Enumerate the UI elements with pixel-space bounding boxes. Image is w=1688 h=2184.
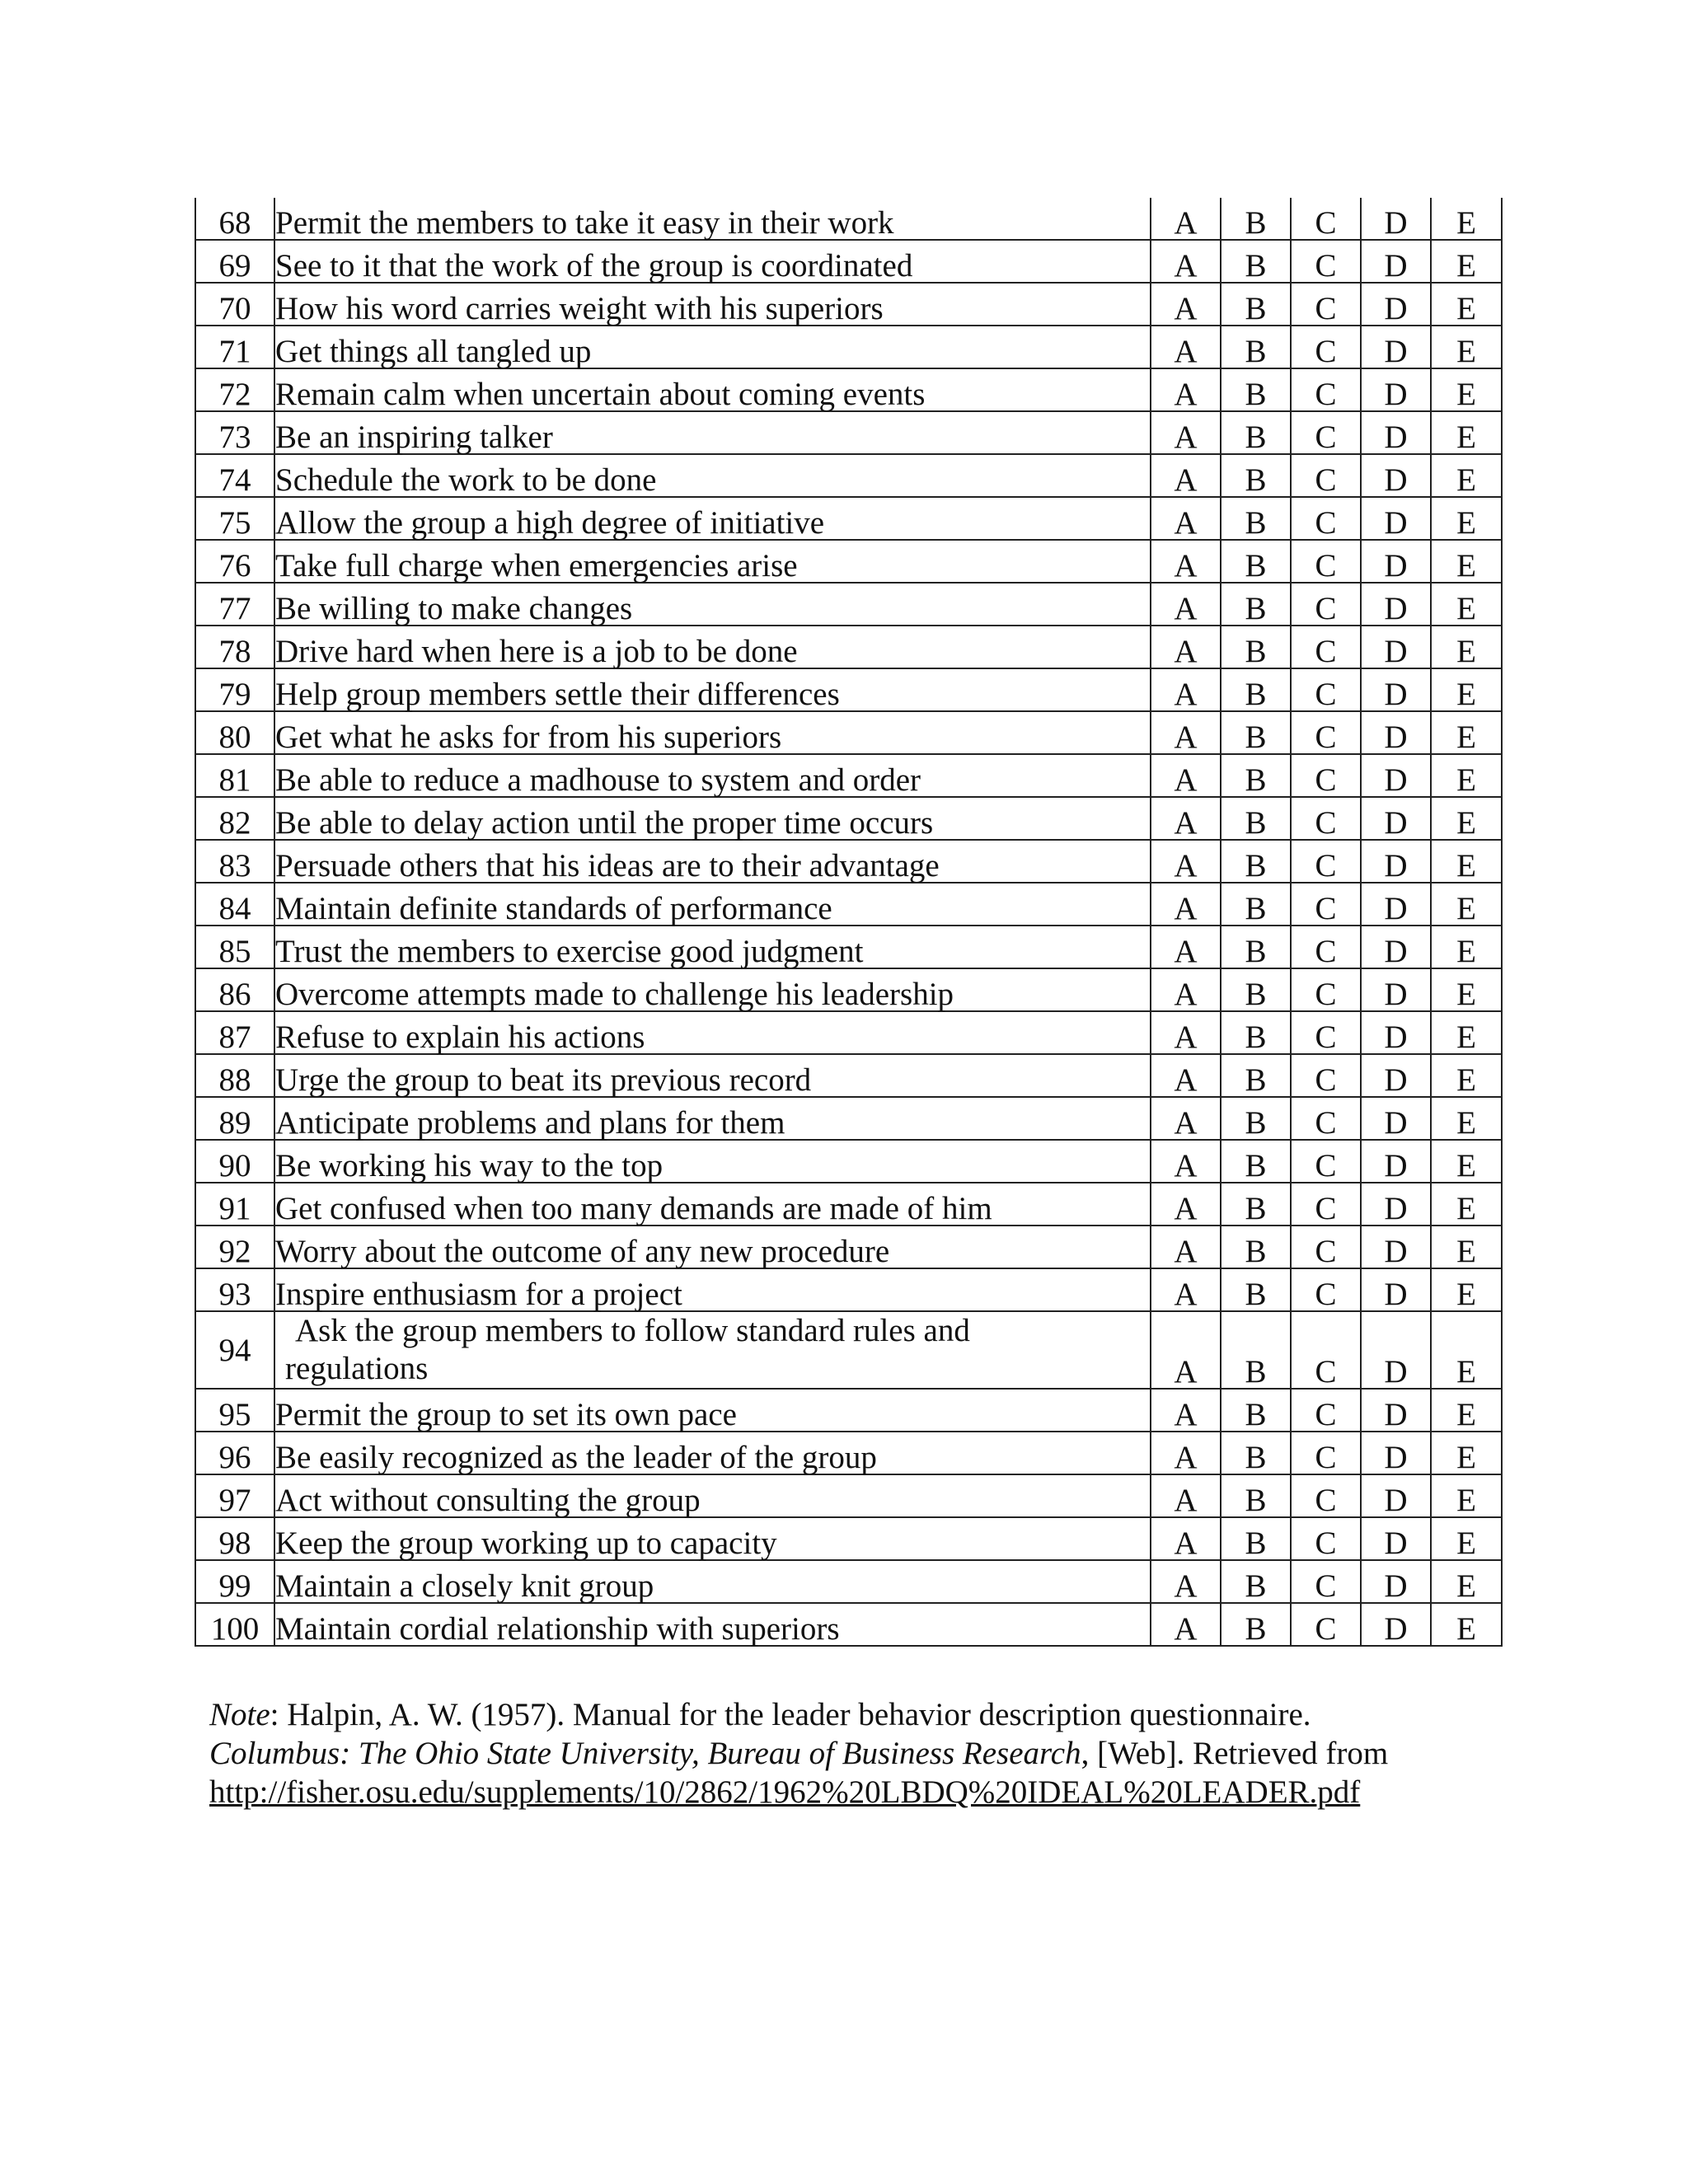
response-option-b[interactable]: B (1221, 1603, 1291, 1646)
table-row (195, 1311, 1502, 1389)
response-option-a[interactable]: A (1151, 626, 1221, 668)
response-option-d[interactable]: D (1361, 454, 1431, 497)
item-statement: Get things all tangled up (274, 326, 1151, 368)
item-number: 97 (195, 1474, 274, 1517)
response-option-e[interactable]: E (1431, 1140, 1502, 1183)
note-citation: : Halpin, A. W. (1957). Manual for the leader behavior description questionnaire. (270, 1697, 1311, 1732)
item-number: 81 (195, 754, 274, 797)
response-option-b[interactable]: B (1221, 1183, 1291, 1226)
response-option-e[interactable]: E (1431, 540, 1502, 583)
response-option-b[interactable]: B (1221, 240, 1291, 283)
table-row (195, 1389, 1502, 1432)
response-option-d[interactable]: D (1361, 1183, 1431, 1226)
table-body (195, 198, 1502, 1646)
item-number: 88 (195, 1054, 274, 1097)
response-option-c[interactable]: C (1291, 754, 1361, 797)
response-option-c[interactable]: C (1291, 711, 1361, 754)
response-option-c[interactable]: C (1291, 583, 1361, 626)
response-option-e[interactable]: E (1431, 198, 1502, 240)
response-option-a[interactable]: A (1151, 1517, 1221, 1560)
item-statement: Get confused when too many demands are made of him (274, 1183, 1151, 1226)
response-option-c[interactable]: C (1291, 883, 1361, 926)
note-line-3 (209, 1773, 1528, 1811)
citation-note (209, 1695, 1528, 1811)
response-option-b[interactable]: B (1221, 1432, 1291, 1474)
response-option-b[interactable]: B (1221, 1474, 1291, 1517)
response-option-c[interactable]: C (1291, 1226, 1361, 1268)
table-row (195, 1054, 1502, 1097)
item-number: 98 (195, 1517, 274, 1560)
response-option-e[interactable]: E (1431, 497, 1502, 540)
item-statement: Urge the group to beat its previous record (274, 1054, 1151, 1097)
response-option-e[interactable]: E (1431, 326, 1502, 368)
item-statement: Persuade others that his ideas are to their advantage (274, 840, 1151, 883)
response-option-c[interactable]: C (1291, 797, 1361, 840)
response-option-a[interactable]: A (1151, 1054, 1221, 1097)
response-option-a[interactable]: A (1151, 883, 1221, 926)
item-statement: Help group members settle their differences (274, 668, 1151, 711)
response-option-b[interactable]: B (1221, 1140, 1291, 1183)
response-option-d[interactable]: D (1361, 1311, 1431, 1389)
table-row (195, 1226, 1502, 1268)
response-option-d[interactable]: D (1361, 583, 1431, 626)
item-statement: Be able to delay action until the proper time occurs (274, 797, 1151, 840)
item-number: 91 (195, 1183, 274, 1226)
item-number: 96 (195, 1432, 274, 1474)
item-statement: How his word carries weight with his superiors (274, 283, 1151, 326)
table-row (195, 411, 1502, 454)
response-option-d[interactable]: D (1361, 1389, 1431, 1432)
response-option-b[interactable]: B (1221, 1517, 1291, 1560)
response-option-d[interactable]: D (1361, 198, 1431, 240)
item-number: 93 (195, 1268, 274, 1311)
response-option-b[interactable]: B (1221, 198, 1291, 240)
response-option-a[interactable]: A (1151, 968, 1221, 1011)
response-option-a[interactable]: A (1151, 326, 1221, 368)
response-option-c[interactable]: C (1291, 411, 1361, 454)
response-option-d[interactable]: D (1361, 1011, 1431, 1054)
note-publisher: Columbus: The Ohio State University, Bureau of Business Research (209, 1736, 1081, 1771)
item-number: 72 (195, 368, 274, 411)
item-statement: Act without consulting the group (274, 1474, 1151, 1517)
item-statement: Trust the members to exercise good judgment (274, 926, 1151, 968)
response-option-d[interactable]: D (1361, 626, 1431, 668)
response-option-c[interactable]: C (1291, 497, 1361, 540)
response-option-e[interactable]: E (1431, 1268, 1502, 1311)
response-option-c[interactable]: C (1291, 840, 1361, 883)
table-row (195, 240, 1502, 283)
response-option-e[interactable]: E (1431, 1474, 1502, 1517)
response-option-e[interactable]: E (1431, 1389, 1502, 1432)
note-line-2 (209, 1734, 1528, 1773)
item-statement-line-1: Ask the group members to follow standard rules and (295, 1313, 970, 1348)
response-option-c[interactable]: C (1291, 1389, 1361, 1432)
response-option-a[interactable]: A (1151, 368, 1221, 411)
item-statement: Anticipate problems and plans for them (274, 1097, 1151, 1140)
response-option-d[interactable]: D (1361, 1560, 1431, 1603)
response-option-d[interactable]: D (1361, 754, 1431, 797)
response-option-d[interactable]: D (1361, 883, 1431, 926)
table-row (195, 1097, 1502, 1140)
response-option-d[interactable]: D (1361, 368, 1431, 411)
response-option-e[interactable]: E (1431, 1097, 1502, 1140)
item-statement: Inspire enthusiasm for a project (274, 1268, 1151, 1311)
response-option-e[interactable]: E (1431, 411, 1502, 454)
item-number: 70 (195, 283, 274, 326)
response-option-b[interactable]: B (1221, 840, 1291, 883)
response-option-b[interactable]: B (1221, 754, 1291, 797)
response-option-a[interactable]: A (1151, 1474, 1221, 1517)
response-option-c[interactable]: C (1291, 1311, 1361, 1389)
response-option-e[interactable]: E (1431, 754, 1502, 797)
table-row (195, 283, 1502, 326)
table-row (195, 1560, 1502, 1603)
response-option-d[interactable]: D (1361, 240, 1431, 283)
response-option-d[interactable]: D (1361, 1517, 1431, 1560)
response-option-b[interactable]: B (1221, 583, 1291, 626)
response-option-b[interactable]: B (1221, 926, 1291, 968)
response-option-b[interactable]: B (1221, 368, 1291, 411)
item-statement: See to it that the work of the group is coordinated (274, 240, 1151, 283)
response-option-d[interactable]: D (1361, 1432, 1431, 1474)
response-option-c[interactable]: C (1291, 1097, 1361, 1140)
response-option-b[interactable]: B (1221, 497, 1291, 540)
response-option-e[interactable]: E (1431, 1603, 1502, 1646)
response-option-c[interactable]: C (1291, 198, 1361, 240)
table-row (195, 198, 1502, 240)
response-option-b[interactable]: B (1221, 626, 1291, 668)
response-option-e[interactable]: E (1431, 711, 1502, 754)
table-row (195, 1432, 1502, 1474)
item-number: 83 (195, 840, 274, 883)
item-statement: Be easily recognized as the leader of the group (274, 1432, 1151, 1474)
response-option-e[interactable]: E (1431, 883, 1502, 926)
response-option-a[interactable]: A (1151, 1183, 1221, 1226)
response-option-c[interactable]: C (1291, 1183, 1361, 1226)
response-option-e[interactable]: E (1431, 454, 1502, 497)
response-option-d[interactable]: D (1361, 711, 1431, 754)
item-statement: Be working his way to the top (274, 1140, 1151, 1183)
response-option-a[interactable]: A (1151, 454, 1221, 497)
item-statement: Overcome attempts made to challenge his leadership (274, 968, 1151, 1011)
response-option-a[interactable]: A (1151, 283, 1221, 326)
response-option-a[interactable]: A (1151, 540, 1221, 583)
note-label: Note (209, 1697, 270, 1732)
table-row (195, 926, 1502, 968)
response-option-d[interactable]: D (1361, 968, 1431, 1011)
response-option-d[interactable]: D (1361, 1474, 1431, 1517)
response-option-d[interactable]: D (1361, 1226, 1431, 1268)
item-number: 100 (195, 1603, 274, 1646)
response-option-a[interactable]: A (1151, 668, 1221, 711)
item-number: 78 (195, 626, 274, 668)
table-row (195, 626, 1502, 668)
table-row (195, 797, 1502, 840)
response-option-c[interactable]: C (1291, 968, 1361, 1011)
response-option-d[interactable]: D (1361, 797, 1431, 840)
response-option-d[interactable]: D (1361, 668, 1431, 711)
response-option-e[interactable]: E (1431, 1011, 1502, 1054)
response-option-b[interactable]: B (1221, 797, 1291, 840)
response-option-c[interactable]: C (1291, 926, 1361, 968)
table-row (195, 583, 1502, 626)
table-row (195, 1183, 1502, 1226)
response-option-b[interactable]: B (1221, 283, 1291, 326)
response-option-e[interactable]: E (1431, 1432, 1502, 1474)
response-option-d[interactable]: D (1361, 840, 1431, 883)
table-row (195, 1268, 1502, 1311)
item-statement: Drive hard when here is a job to be done (274, 626, 1151, 668)
item-number: 76 (195, 540, 274, 583)
questionnaire-page (195, 198, 1501, 1647)
lbdq-items-table (195, 198, 1503, 1647)
response-option-a[interactable]: A (1151, 411, 1221, 454)
item-statement: Permit the group to set its own pace (274, 1389, 1151, 1432)
response-option-b[interactable]: B (1221, 1560, 1291, 1603)
item-number: 71 (195, 326, 274, 368)
item-number: 73 (195, 411, 274, 454)
table-row (195, 1517, 1502, 1560)
response-option-b[interactable]: B (1221, 968, 1291, 1011)
item-number: 75 (195, 497, 274, 540)
item-statement: Schedule the work to be done (274, 454, 1151, 497)
item-statement: Maintain a closely knit group (274, 1560, 1151, 1603)
response-option-c[interactable]: C (1291, 1474, 1361, 1517)
response-option-d[interactable]: D (1361, 283, 1431, 326)
response-option-d[interactable]: D (1361, 1054, 1431, 1097)
response-option-a[interactable]: A (1151, 1389, 1221, 1432)
response-option-a[interactable]: A (1151, 583, 1221, 626)
item-statement: Maintain cordial relationship with superiors (274, 1603, 1151, 1646)
response-option-c[interactable]: C (1291, 283, 1361, 326)
response-option-d[interactable]: D (1361, 540, 1431, 583)
table-row (195, 754, 1502, 797)
response-option-c[interactable]: C (1291, 1140, 1361, 1183)
item-number: 69 (195, 240, 274, 283)
response-option-e[interactable]: E (1431, 1183, 1502, 1226)
response-option-a[interactable]: A (1151, 754, 1221, 797)
item-statement (274, 1311, 1151, 1389)
response-option-d[interactable]: D (1361, 1268, 1431, 1311)
response-option-e[interactable]: E (1431, 626, 1502, 668)
response-option-a[interactable]: A (1151, 1311, 1221, 1389)
response-option-d[interactable]: D (1361, 497, 1431, 540)
response-option-d[interactable]: D (1361, 1603, 1431, 1646)
response-option-b[interactable]: B (1221, 1226, 1291, 1268)
item-number: 79 (195, 668, 274, 711)
item-number: 77 (195, 583, 274, 626)
response-option-a[interactable]: A (1151, 797, 1221, 840)
response-option-d[interactable]: D (1361, 326, 1431, 368)
response-option-c[interactable]: C (1291, 240, 1361, 283)
item-statement: Take full charge when emergencies arise (274, 540, 1151, 583)
response-option-e[interactable]: E (1431, 1517, 1502, 1560)
item-number: 99 (195, 1560, 274, 1603)
response-option-b[interactable]: B (1221, 668, 1291, 711)
table-row (195, 454, 1502, 497)
item-statement: Get what he asks for from his superiors (274, 711, 1151, 754)
item-number: 68 (195, 198, 274, 240)
item-number: 92 (195, 1226, 274, 1268)
item-number: 82 (195, 797, 274, 840)
item-statement: Be willing to make changes (274, 583, 1151, 626)
table-row (195, 668, 1502, 711)
table-row (195, 968, 1502, 1011)
response-option-e[interactable]: E (1431, 840, 1502, 883)
item-statement: Maintain definite standards of performance (274, 883, 1151, 926)
response-option-a[interactable]: A (1151, 840, 1221, 883)
response-option-c[interactable]: C (1291, 326, 1361, 368)
response-option-c[interactable]: C (1291, 1517, 1361, 1560)
response-option-b[interactable]: B (1221, 411, 1291, 454)
response-option-b[interactable]: B (1221, 454, 1291, 497)
response-option-e[interactable]: E (1431, 968, 1502, 1011)
item-statement: Be an inspiring talker (274, 411, 1151, 454)
source-url-link[interactable]: http://fisher.osu.edu/supplements/10/2862/1962%20LBDQ%20IDEAL%20LEADER.pdf (209, 1774, 1361, 1810)
response-option-b[interactable]: B (1221, 1389, 1291, 1432)
item-number: 80 (195, 711, 274, 754)
response-option-c[interactable]: C (1291, 540, 1361, 583)
table-row (195, 1603, 1502, 1646)
response-option-a[interactable]: A (1151, 1432, 1221, 1474)
response-option-e[interactable]: E (1431, 240, 1502, 283)
response-option-a[interactable]: A (1151, 497, 1221, 540)
note-line-1 (209, 1695, 1528, 1734)
response-option-e[interactable]: E (1431, 926, 1502, 968)
item-statement: Permit the members to take it easy in their work (274, 198, 1151, 240)
response-option-d[interactable]: D (1361, 411, 1431, 454)
response-option-a[interactable]: A (1151, 926, 1221, 968)
response-option-a[interactable]: A (1151, 1140, 1221, 1183)
response-option-a[interactable]: A (1151, 1097, 1221, 1140)
response-option-e[interactable]: E (1431, 668, 1502, 711)
response-option-a[interactable]: A (1151, 1011, 1221, 1054)
item-number: 84 (195, 883, 274, 926)
item-number: 90 (195, 1140, 274, 1183)
response-option-b[interactable]: B (1221, 883, 1291, 926)
response-option-d[interactable]: D (1361, 1097, 1431, 1140)
item-number: 86 (195, 968, 274, 1011)
response-option-e[interactable]: E (1431, 1226, 1502, 1268)
response-option-a[interactable]: A (1151, 198, 1221, 240)
response-option-c[interactable]: C (1291, 368, 1361, 411)
response-option-b[interactable]: B (1221, 1054, 1291, 1097)
item-statement: Refuse to explain his actions (274, 1011, 1151, 1054)
table-row (195, 1140, 1502, 1183)
response-option-d[interactable]: D (1361, 926, 1431, 968)
response-option-c[interactable]: C (1291, 454, 1361, 497)
response-option-a[interactable]: A (1151, 1603, 1221, 1646)
response-option-b[interactable]: B (1221, 540, 1291, 583)
response-option-c[interactable]: C (1291, 668, 1361, 711)
table-row (195, 883, 1502, 926)
item-statement: Allow the group a high degree of initiative (274, 497, 1151, 540)
response-option-c[interactable]: C (1291, 1432, 1361, 1474)
response-option-e[interactable]: E (1431, 1311, 1502, 1389)
response-option-c[interactable]: C (1291, 1268, 1361, 1311)
response-option-e[interactable]: E (1431, 368, 1502, 411)
table-row (195, 368, 1502, 411)
response-option-a[interactable]: A (1151, 240, 1221, 283)
response-option-d[interactable]: D (1361, 1140, 1431, 1183)
response-option-e[interactable]: E (1431, 1560, 1502, 1603)
response-option-c[interactable]: C (1291, 1603, 1361, 1646)
response-option-a[interactable]: A (1151, 1268, 1221, 1311)
response-option-c[interactable]: C (1291, 626, 1361, 668)
table-row (195, 1474, 1502, 1517)
response-option-a[interactable]: A (1151, 1226, 1221, 1268)
response-option-c[interactable]: C (1291, 1054, 1361, 1097)
item-statement: Remain calm when uncertain about coming events (274, 368, 1151, 411)
response-option-e[interactable]: E (1431, 283, 1502, 326)
response-option-e[interactable]: E (1431, 797, 1502, 840)
response-option-a[interactable]: A (1151, 1560, 1221, 1603)
item-statement-line-2: regulations (285, 1351, 429, 1386)
note-retrieved: , [Web]. Retrieved from (1081, 1736, 1389, 1771)
table-row (195, 540, 1502, 583)
item-statement: Keep the group working up to capacity (274, 1517, 1151, 1560)
response-option-b[interactable]: B (1221, 1268, 1291, 1311)
table-row (195, 711, 1502, 754)
response-option-b[interactable]: B (1221, 326, 1291, 368)
item-number: 74 (195, 454, 274, 497)
item-statement: Be able to reduce a madhouse to system and order (274, 754, 1151, 797)
item-number: 87 (195, 1011, 274, 1054)
response-option-b[interactable]: B (1221, 1011, 1291, 1054)
table-row (195, 840, 1502, 883)
response-option-b[interactable]: B (1221, 1311, 1291, 1389)
table-row (195, 497, 1502, 540)
response-option-b[interactable]: B (1221, 711, 1291, 754)
response-option-b[interactable]: B (1221, 1097, 1291, 1140)
response-option-c[interactable]: C (1291, 1011, 1361, 1054)
item-number: 85 (195, 926, 274, 968)
response-option-e[interactable]: E (1431, 583, 1502, 626)
response-option-a[interactable]: A (1151, 711, 1221, 754)
response-option-c[interactable]: C (1291, 1560, 1361, 1603)
item-statement: Worry about the outcome of any new procedure (274, 1226, 1151, 1268)
table-row (195, 326, 1502, 368)
item-number: 94 (195, 1311, 274, 1389)
item-number: 95 (195, 1389, 274, 1432)
item-number: 89 (195, 1097, 274, 1140)
table-row (195, 1011, 1502, 1054)
response-option-e[interactable]: E (1431, 1054, 1502, 1097)
